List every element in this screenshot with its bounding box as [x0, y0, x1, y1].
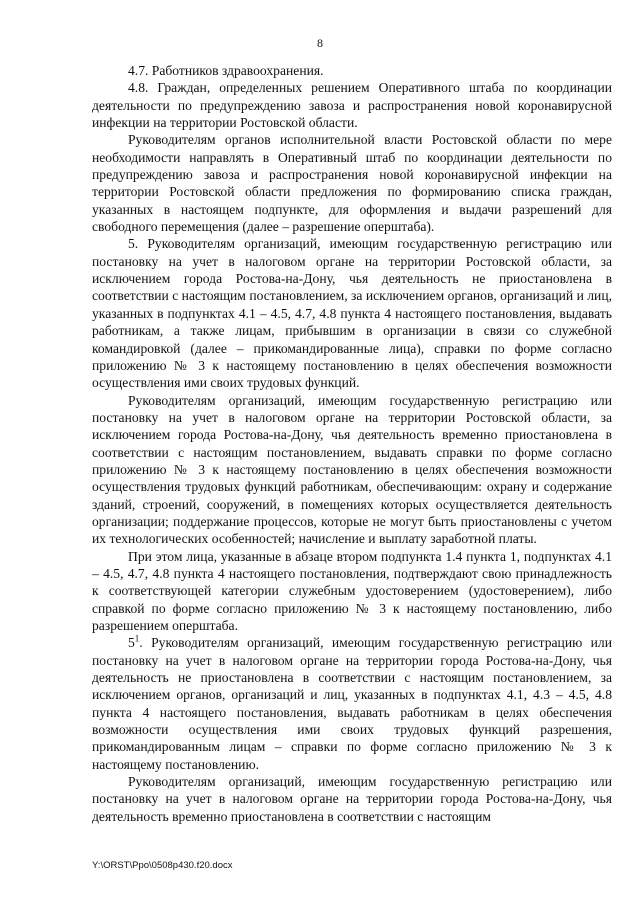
page-number: 8	[317, 36, 323, 50]
paragraph-4-8: 4.8. Граждан, определенных решением Оперативного штаба по координации деятельности по предупреждению завоза и распространения новой коронавирусной инфекции на территории Ростовской области.	[92, 80, 612, 131]
paragraph-5-1-superscript: 1	[134, 633, 140, 644]
paragraph-4-7: 4.7. Работников здравоохранения.	[128, 63, 324, 78]
paragraph-5-1-text: . Руководителям организаций, имеющим государственную регистрацию или постановку на учет в налоговом органе на территории города Ростова-на-Дону, чья деятельность не приостановлена в соответствии с настоящим постановлением, за исключением органов, организаций и лиц, указанных в подпунктах 4.1, 4.3 – 4.5, 4.8 пункта 4 настоящего постановления, выдавать работникам в целях обеспечения возможности осуществления ими своих трудовых функций разрешения, прикомандированным лицам – справки по форме согласно приложению № 3 к настоящему постановлению.	[92, 635, 612, 772]
footer-file-path: Y:\ORST\Ppo\0508p430.f20.docx	[92, 860, 233, 871]
paragraph-5-1	[92, 634, 612, 773]
paragraph-5-suspended: Руководителям организаций, имеющим государственную регистрацию или постановку на учет в налоговом органе на территории Ростовской области, за исключением города Ростова-на-Дону, чья деятельность временно приостановлена в соответствии с настоящим постановлением, выдавать справки по форме согласно приложению № 3 к настоящему постановлению в целях обеспечения возможности осуществления трудовых функций работникам, обеспечивающим: охрану и содержание зданий, строений, сооружений, в помещениях которых осуществляется деятельность организации; поддержание процессов, которые не могут быть приостановлены с учетом их технологических особенностей; начисление и выплату заработной платы.	[92, 392, 612, 547]
paragraph-executive-bodies: Руководителям органов исполнительной власти Ростовской области по мере необходимости направлять в Оперативный штаб по координации деятельности по предупреждению завоза и распространения новой коронавирусной инфекции на территории Ростовской области предложения по формированию списка граждан, указанных в настоящем подпункте, для оформления и выдачи разрешений для свободного перемещения (далее – разрешение оперштаба).	[92, 132, 612, 235]
paragraph-confirmation: При этом лица, указанные в абзаце втором подпункта 1.4 пункта 1, подпунктах 4.1 – 4.5, 4.7, 4.8 пункта 4 настоящего постановления, подтверждают свою принадлежность к соответствующей категории служебным удостоверением (удостоверением), либо справкой по форме согласно приложению № 3 к настоящему постановлению, либо разрешением оперштаба.	[92, 548, 612, 633]
document-body	[92, 62, 612, 825]
paragraph-rostov-suspended: Руководителям организаций, имеющим государственную регистрацию или постановку на учет в налоговом органе на территории города Ростова-на-Дону, чья деятельность временно приостановлена в соответствии с настоящим	[92, 774, 612, 824]
paragraph-5: 5. Руководителям организаций, имеющим государственную регистрацию или постановку на учет в налоговом органе на территории Ростовской области, за исключением города Ростова-на-Дону, чья деятельность не приостановлена в соответствии с настоящим постановлением, за исключением органов, организаций и лиц, указанных в подпунктах 4.1 – 4.5, 4.7, 4.8 пункта 4 настоящего постановления, выдавать работникам, а также лицам, прибывшим в организации в связи со служебной командировкой (далее – прикомандированные лица), справки по форме согласно приложению № 3 к настоящему постановлению в целях обеспечения возможности осуществления ими своих трудовых функций.	[92, 236, 612, 391]
paragraph-5-1-number: 5	[128, 635, 135, 651]
